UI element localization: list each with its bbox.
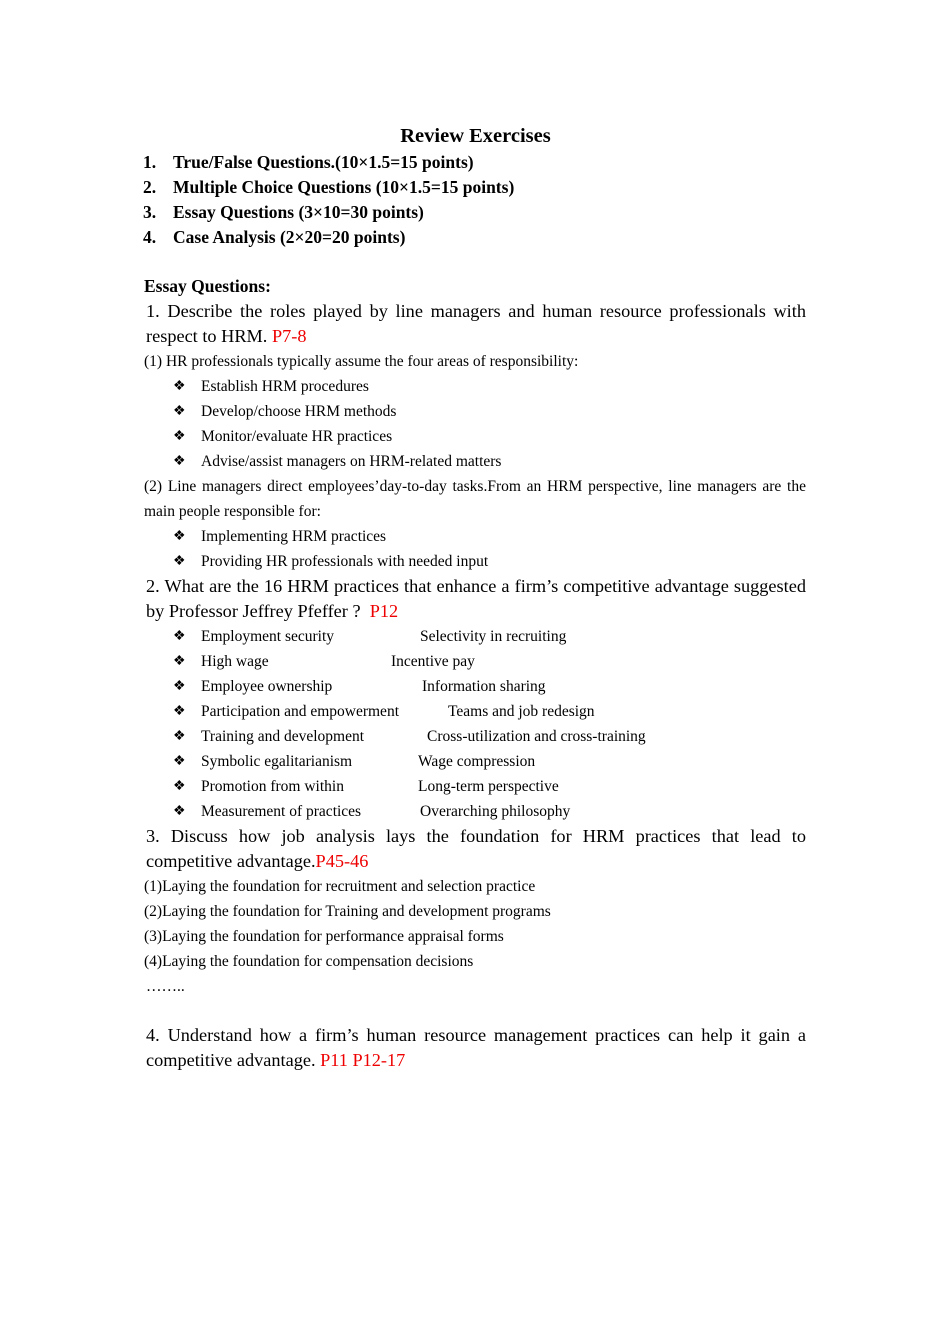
diamond-bullet-icon: ❖ xyxy=(173,379,186,394)
practice-left: Employment security xyxy=(201,628,335,645)
list-item xyxy=(145,724,806,749)
list-item xyxy=(145,774,806,799)
practice-right: Cross-utilization and cross-training xyxy=(427,728,646,745)
ellipsis: …….. xyxy=(146,978,185,995)
section-text: Case Analysis (2×20=20 points) xyxy=(173,227,406,247)
list-item xyxy=(145,674,806,699)
question-text: 3. Discuss how job analysis lays the foundation for HRM practices that lead to competitive advantage. xyxy=(146,826,806,871)
list-item xyxy=(145,649,806,674)
page-reference: P45-46 xyxy=(315,851,369,871)
answer-item: (4)Laying the foundation for compensation decisions xyxy=(144,953,474,970)
practice-left: Symbolic egalitarianism xyxy=(201,753,353,770)
diamond-bullet-icon: ❖ xyxy=(173,654,186,669)
practice-right: Long-term perspective xyxy=(418,778,559,795)
answer-part: (1) HR professionals typically assume the four areas of responsibility: xyxy=(144,353,579,370)
practice-left: Measurement of practices xyxy=(201,803,362,820)
diamond-bullet-icon: ❖ xyxy=(173,704,186,719)
question-text: 2. What are the 16 HRM practices that enhance a firm’s competitive advantage suggested by Professor Jeffrey Pfeffer ? xyxy=(146,576,806,621)
list-item xyxy=(145,524,806,549)
diamond-bullet-icon: ❖ xyxy=(173,554,186,569)
list-item-text: Develop/choose HRM methods xyxy=(201,403,397,420)
question-1 xyxy=(145,299,806,349)
diamond-bullet-icon: ❖ xyxy=(173,629,186,644)
section-text: True/False Questions.(10×1.5=15 points) xyxy=(173,152,474,172)
section-number: 1. xyxy=(143,152,157,172)
practice-right: Information sharing xyxy=(422,678,546,695)
question-text: 1. Describe the roles played by line managers and human resource professionals with respect to HRM. xyxy=(146,301,806,346)
practice-right: Selectivity in recruiting xyxy=(420,628,567,645)
diamond-bullet-icon: ❖ xyxy=(173,404,186,419)
document-page xyxy=(145,123,806,1073)
practice-right: Teams and job redesign xyxy=(448,703,595,720)
page-reference: P12 xyxy=(369,601,399,621)
diamond-bullet-icon: ❖ xyxy=(173,529,186,544)
practice-right: Incentive pay xyxy=(391,653,475,670)
practice-left: High wage xyxy=(201,653,269,670)
list-item-text: Advise/assist managers on HRM-related matters xyxy=(201,453,502,470)
list-item xyxy=(145,374,806,399)
section-text: Multiple Choice Questions (10×1.5=15 points) xyxy=(173,177,515,197)
section-list xyxy=(145,150,806,250)
list-item xyxy=(145,424,806,449)
list-item xyxy=(145,449,806,474)
question-4 xyxy=(145,1023,806,1073)
practice-left: Employee ownership xyxy=(201,678,333,695)
practice-right: Overarching philosophy xyxy=(420,803,571,820)
list-item xyxy=(145,749,806,774)
question-2 xyxy=(145,574,806,624)
essay-heading: Essay Questions: xyxy=(144,276,271,296)
section-item xyxy=(145,175,806,200)
list-item-text: Implementing HRM practices xyxy=(201,528,387,545)
section-number: 3. xyxy=(143,202,157,222)
list-item xyxy=(145,399,806,424)
diamond-bullet-icon: ❖ xyxy=(173,679,186,694)
section-item xyxy=(145,200,806,225)
section-number: 2. xyxy=(143,177,157,197)
list-item xyxy=(145,549,806,574)
answer-item: (2)Laying the foundation for Training and development programs xyxy=(144,903,551,920)
answer-item: (1)Laying the foundation for recruitment and selection practice xyxy=(144,878,536,895)
diamond-bullet-icon: ❖ xyxy=(173,804,186,819)
list-item-text: Monitor/evaluate HR practices xyxy=(201,428,393,445)
practice-left: Training and development xyxy=(201,728,365,745)
diamond-bullet-icon: ❖ xyxy=(173,754,186,769)
practice-right: Wage compression xyxy=(418,753,536,770)
page-reference: P11 P12-17 xyxy=(320,1050,406,1070)
list-item xyxy=(145,699,806,724)
list-item xyxy=(145,799,806,824)
page-title: Review Exercises xyxy=(400,125,551,147)
diamond-bullet-icon: ❖ xyxy=(173,729,186,744)
practice-left: Participation and empowerment xyxy=(201,703,399,720)
question-text: 4. Understand how a firm’s human resource management practices can help it gain a competitive advantage. xyxy=(146,1025,806,1070)
section-item xyxy=(145,150,806,175)
practice-left: Promotion from within xyxy=(201,778,344,795)
page-reference: P7-8 xyxy=(271,326,307,346)
diamond-bullet-icon: ❖ xyxy=(173,454,186,469)
section-number: 4. xyxy=(143,227,157,247)
diamond-bullet-icon: ❖ xyxy=(173,779,186,794)
answer-item: (3)Laying the foundation for performance appraisal forms xyxy=(144,928,504,945)
section-text: Essay Questions (3×10=30 points) xyxy=(173,202,424,222)
answer-part: (2) Line managers direct employees’day-to-day tasks.From an HRM perspective, line managers are the main people responsible for: xyxy=(144,478,806,520)
section-item xyxy=(145,225,806,250)
diamond-bullet-icon: ❖ xyxy=(173,429,186,444)
list-item xyxy=(145,624,806,649)
list-item-text: Providing HR professionals with needed input xyxy=(201,553,489,570)
question-3 xyxy=(145,824,806,874)
list-item-text: Establish HRM procedures xyxy=(201,378,369,395)
